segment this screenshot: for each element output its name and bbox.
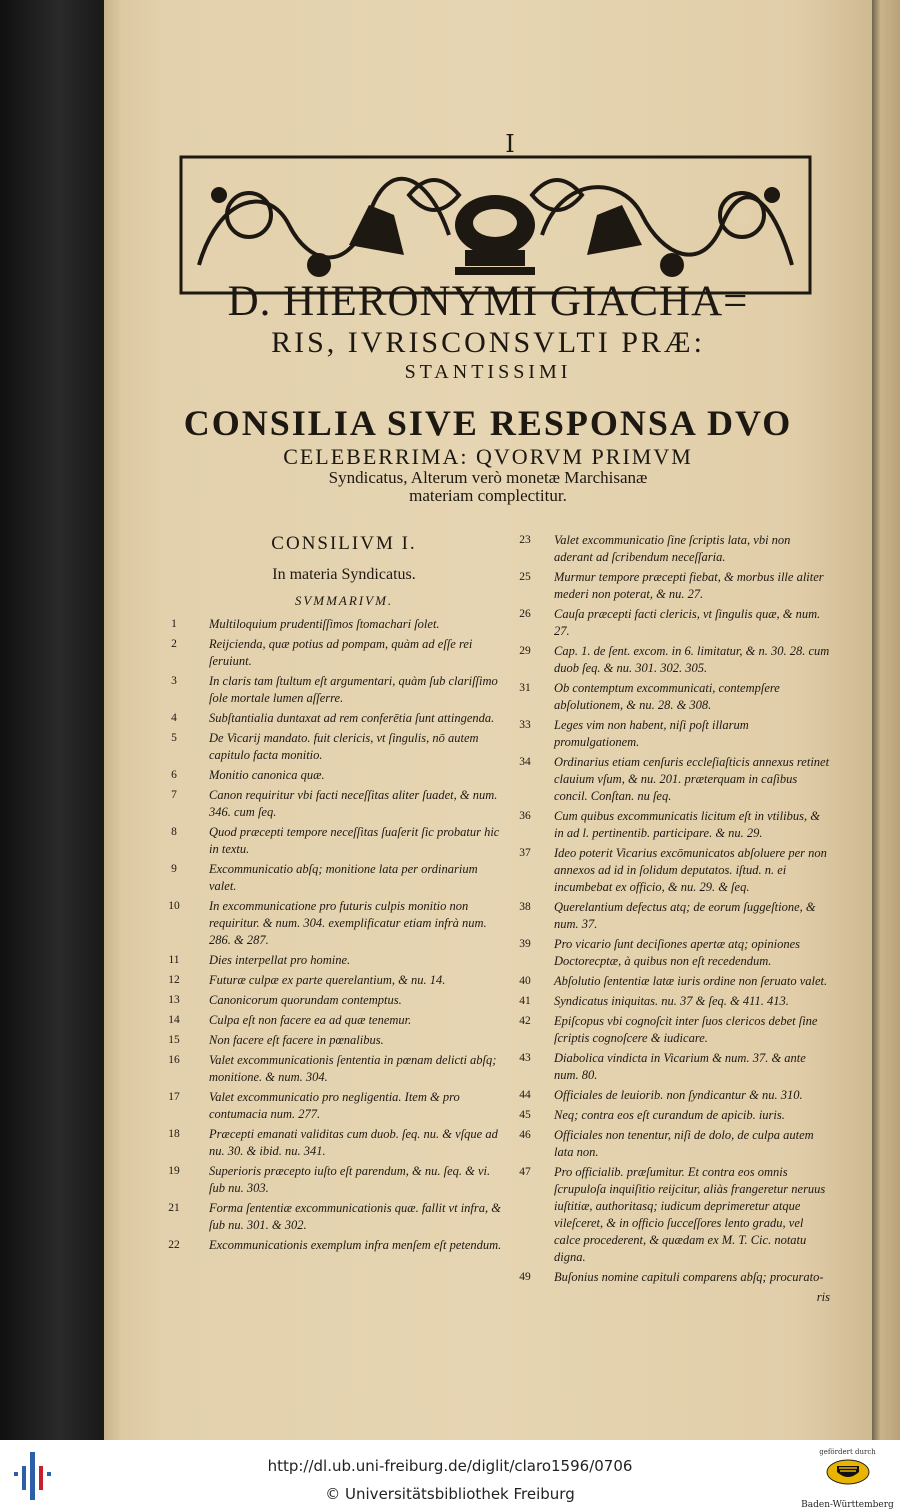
- entry-number: 23: [519, 534, 531, 546]
- title-line-7: materiam complectitur.: [409, 486, 567, 505]
- entry-number: 6: [171, 769, 177, 781]
- entry-number: 11: [168, 954, 180, 966]
- entry-number: 42: [519, 1015, 531, 1027]
- list-item: [508, 845, 830, 896]
- book-page: [104, 0, 872, 1440]
- entry-number: 12: [168, 974, 180, 986]
- entry-number: 25: [519, 571, 531, 583]
- entry-number: 40: [519, 975, 531, 987]
- next-leaf-edge: [868, 0, 900, 1440]
- list-item: [152, 673, 502, 707]
- list-item: [508, 569, 830, 603]
- entry-text: Buſonius nomine capituli comparens abſq; procurato-: [554, 1270, 824, 1284]
- title-line-2: RIS, IVRISCONSVLTI PRÆ:: [271, 326, 705, 359]
- list-item: [508, 993, 830, 1010]
- entry-number: 21: [168, 1202, 180, 1214]
- entry-text: Syndicatus iniquitas. nu. 37 & ſeq. & 411. 413.: [554, 994, 789, 1008]
- entry-text: Canonicorum quorundam contemptus.: [209, 993, 402, 1007]
- entry-number: 8: [171, 826, 177, 838]
- list-item: [508, 680, 830, 714]
- entry-number: 9: [171, 863, 177, 875]
- entry-text: In claris tam ſtultum eſt argumentari, quàm ſub clariſſimo ſole mortale lumen aſſerre.: [209, 674, 498, 705]
- entry-number: 14: [168, 1014, 180, 1026]
- entry-number: 18: [168, 1128, 180, 1140]
- list-item: [508, 973, 830, 990]
- list-item: [508, 899, 830, 933]
- entry-text: Futuræ culpæ ex parte querelantium, & nu. 14.: [209, 973, 446, 987]
- entry-text: Culpa eſt non facere ea ad quæ tenemur.: [209, 1013, 412, 1027]
- page-url-link[interactable]: http://dl.ub.uni-freiburg.de/diglit/claro1596/0706: [267, 1457, 633, 1475]
- entry-number: 31: [519, 682, 531, 694]
- list-item: [508, 754, 830, 805]
- entry-text: Officiales non tenentur, niſi de dolo, de culpa autem lata non.: [554, 1128, 814, 1159]
- entry-text: Pro officialib. præſumitur. Et contra eos omnis ſcrupuloſa inquiſitio reijcitur, aliàs frangeretur neruus iuſtitiæ, authoritasq; iudicum deprimeretur atque vileſceret, & in officio ſucceſſores lento gradu, vel calce procederent, & quædam ex M. T. Cic. notatu digna.: [554, 1165, 826, 1264]
- entry-text: Non facere eſt facere in pœnalibus.: [209, 1033, 384, 1047]
- list-item: [152, 992, 502, 1009]
- list-item: [152, 1237, 502, 1254]
- list-item: [152, 972, 502, 989]
- entry-number: 15: [168, 1034, 180, 1046]
- entry-text: Cap. 1. de ſent. excom. in 6. limitatur, & n. 30. 28. cum duob ſeq. & nu. 301. 302. 305.: [554, 644, 830, 675]
- entry-text: Pro vicario ſunt deciſiones apertæ atq; opiniones Doctorecptæ, à quibus non eſt recedendum.: [554, 937, 801, 968]
- list-item: [508, 1050, 830, 1084]
- list-item: [508, 1269, 830, 1286]
- list-item: [508, 808, 830, 842]
- entry-text: Murmur tempore præcepti fiebat, & morbus ille aliter mederi non poterat, & nu. 27.: [554, 570, 824, 601]
- list-item: [508, 717, 830, 751]
- entry-text: Monitio canonica quæ.: [209, 768, 325, 782]
- entry-number: 7: [171, 789, 177, 801]
- list-item: [508, 1164, 830, 1266]
- list-item: [508, 606, 830, 640]
- entry-number: 1: [171, 618, 177, 630]
- entry-text: Quod præcepti tempore neceſſitas ſuaſerit ſic probatur hic in textu.: [209, 825, 500, 856]
- title-line-1: D. HIERONYMI GIACHA=: [227, 278, 749, 325]
- list-item: [152, 1200, 502, 1234]
- entry-text: Leges vim non habent, niſi poſt illarum promulgationem.: [554, 718, 749, 749]
- entry-text: Excommunicationis exemplum infra menſem eſt petendum.: [209, 1238, 502, 1252]
- entry-number: 44: [519, 1089, 531, 1101]
- catchword: ris: [816, 1290, 830, 1304]
- entry-text: Multiloquium prudentiſſimos ſtomachari ſolet.: [209, 617, 440, 631]
- summarium-heading: SVMMARIVM.: [294, 593, 394, 608]
- entry-number: 5: [171, 732, 177, 744]
- entry-number: 2: [171, 638, 177, 650]
- consilium-heading: CONSILIVM I.: [271, 533, 417, 554]
- funder-label: gefördert durch: [819, 1448, 876, 1456]
- entry-text: Ordinarius etiam cenſuris eccleſiaſticis annexus retinet clauium vſum, & nu. 201. præterquam in caſibus concil. Conſtan. nu ſeq.: [554, 755, 830, 803]
- list-item: [152, 636, 502, 670]
- list-item: [152, 1052, 502, 1086]
- entry-text: Epiſcopus vbi cognoſcit inter ſuos clericos debet ſine ſcriptis cognoſcere & iudicare.: [554, 1014, 818, 1045]
- entry-number: 45: [519, 1109, 531, 1121]
- entry-text: Ideo poterit Vicarius excōmunicatos abſoluere per non annexos ad id in ſolidum deputatos. iſtud. n. ei incumbebat ex officio, & nu. 29. & ſeq.: [554, 846, 827, 894]
- ornamental-headpiece: [179, 155, 812, 295]
- left-summary-list: [152, 616, 502, 1257]
- entry-text: Diabolica vindicta in Vicarium & num. 37. & ante num. 80.: [554, 1051, 806, 1082]
- entry-number: 3: [171, 675, 177, 687]
- entry-number: 29: [519, 645, 531, 657]
- entry-number: 36: [519, 810, 531, 822]
- entry-text: Abſolutio ſententiæ latæ iuris ordine non ſeruato valet.: [554, 974, 828, 988]
- list-item: [152, 710, 502, 727]
- entry-text: De Vicarij mandato. fuit clericis, vt ſingulis, nō autem capitulo facta monitio.: [209, 731, 479, 762]
- entry-text: Ob contemptum excommunicati, contempſere abſolutionem, & nu. 28. & 308.: [554, 681, 780, 712]
- right-summary-list: [508, 532, 830, 1309]
- list-item: [152, 952, 502, 969]
- entry-number: 41: [519, 995, 531, 1007]
- title-line-6: Syndicatus, Alterum verò monetæ Marchisanæ: [328, 468, 648, 487]
- list-item: [152, 767, 502, 784]
- entry-number: 22: [168, 1239, 180, 1251]
- entry-text: Valet excommunicationis ſententia in pœnam delicti abſq; monitione. & num. 304.: [209, 1053, 497, 1084]
- entry-text: Cauſa præcepti facti clericis, vt ſingulis quæ, & num. 27.: [554, 607, 821, 638]
- entry-text: Dies interpellat pro homine.: [209, 953, 351, 967]
- list-item: [152, 1089, 502, 1123]
- list-item: [508, 643, 830, 677]
- entry-text: Subſtantialia duntaxat ad rem conferētia ſunt attingenda.: [209, 711, 495, 725]
- list-item: [152, 898, 502, 949]
- entry-text: Præcepti emanati validitas cum duob. ſeq. nu. & vſque ad nu. 30. & ibid. nu. 341.: [209, 1127, 498, 1158]
- materia-heading: In materia Syndicatus.: [272, 566, 416, 583]
- list-item: [152, 1032, 502, 1049]
- entry-text: Querelantium defectus atq; de eorum ſuggeſtione, & num. 37.: [554, 900, 816, 931]
- list-item: [152, 616, 502, 633]
- entry-text: Officiales de leuiorib. non ſyndicantur & nu. 310.: [554, 1088, 803, 1102]
- entry-number: 38: [519, 901, 531, 913]
- entry-number: 10: [168, 900, 180, 912]
- entry-text: Superioris præcepto iuſto eſt parendum, & nu. ſeq. & vi. ſub nu. 303.: [209, 1164, 491, 1195]
- entry-text: Canon requiritur vbi facti neceſſitas aliter ſuadet, & num. 346. cum ſeq.: [209, 788, 498, 819]
- entry-text: Forma ſententiæ excommunicationis quæ. fallit vt infra, & ſub nu. 301. & 302.: [209, 1201, 501, 1232]
- entry-number: 47: [519, 1166, 531, 1178]
- entry-text: Excommunicatio abſq; monitione lata per ordinarium valet.: [209, 862, 478, 893]
- title-line-4: CONSILIA SIVE RESPONSA DVO: [183, 403, 793, 443]
- list-item: [152, 824, 502, 858]
- list-item: [152, 861, 502, 895]
- entry-number: 43: [519, 1052, 531, 1064]
- entry-number: 17: [168, 1091, 180, 1103]
- title-line-3: STANTISSIMI: [404, 361, 572, 383]
- entry-number: 33: [519, 719, 531, 731]
- funder-name: Baden-Württemberg: [801, 1500, 894, 1510]
- entry-number: 49: [519, 1271, 531, 1283]
- list-item: [508, 1107, 830, 1124]
- entry-text: In excommunicatione pro futuris culpis monitio non requiritur. & num. 304. exemplificatur etiam infrà num. 286. & 287.: [209, 899, 487, 947]
- entry-number: 46: [519, 1129, 531, 1141]
- entry-text: Valet excommunicatio ſine ſcriptis lata, vbi non aderant ad ſcribendum neceſſaria.: [554, 533, 791, 564]
- list-item: [152, 730, 502, 764]
- entry-text: Neq; contra eos eſt curandum de apicib. iuris.: [554, 1108, 785, 1122]
- baden-wuerttemberg-crest-icon: [825, 1458, 871, 1486]
- entry-number: 37: [519, 847, 531, 859]
- entry-number: 13: [168, 994, 180, 1006]
- list-item: [152, 787, 502, 821]
- copyright-text: © Universitätsbibliothek Freiburg: [325, 1485, 575, 1503]
- entry-number: 4: [171, 712, 177, 724]
- entry-number: 39: [519, 938, 531, 950]
- entry-text: Cum quibus excommunicatis licitum eſt in vtilibus, & in ad l. pertinentib. participare. & nu. 29.: [554, 809, 820, 840]
- entry-text: Reijcienda, quæ potius ad pompam, quàm ad eſſe rei ſeruiunt.: [209, 637, 473, 668]
- list-item: [508, 532, 830, 566]
- entry-number: 19: [168, 1165, 180, 1177]
- funder-block: [795, 1448, 900, 1510]
- entry-number: 34: [519, 756, 531, 768]
- list-item: [508, 936, 830, 970]
- list-item: [508, 1013, 830, 1047]
- list-item: [152, 1163, 502, 1197]
- entry-number: 16: [168, 1054, 180, 1066]
- entry-number: 26: [519, 608, 531, 620]
- catchword-line: [508, 1289, 830, 1306]
- list-item: [508, 1087, 830, 1104]
- list-item: [508, 1127, 830, 1161]
- title-line-5: CELEBERRIMA: QVORVM PRIMVM: [283, 444, 693, 469]
- entry-text: Valet excommunicatio pro negligentia. Item & pro contumacia num. 277.: [209, 1090, 460, 1121]
- list-item: [152, 1012, 502, 1029]
- list-item: [152, 1126, 502, 1160]
- folio-number: I: [505, 130, 515, 158]
